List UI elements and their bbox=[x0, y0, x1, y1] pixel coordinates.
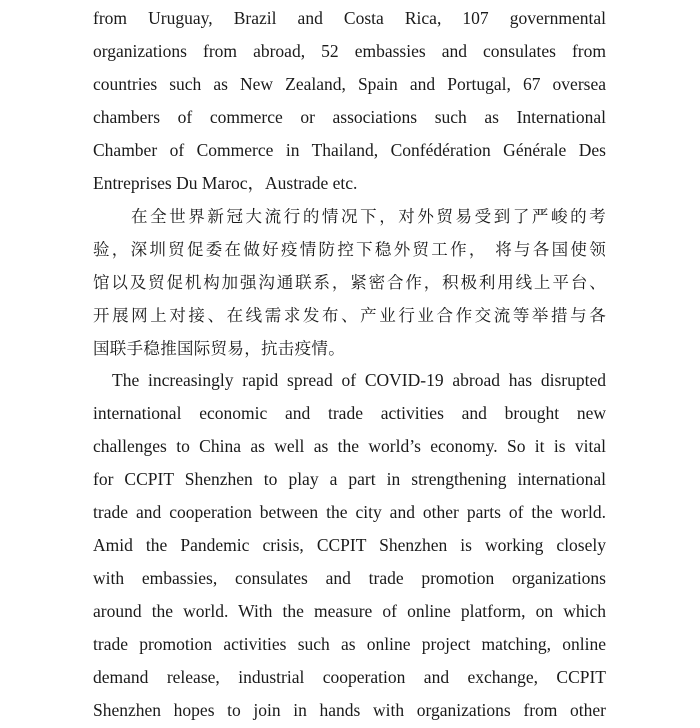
paragraph-2-line-3: 馆以及贸促机构加强沟通联系，紧密合作，积极利用线上平台、 bbox=[93, 273, 606, 292]
paragraph-3-line-6: Amid the Pandemic crisis, CCPIT Shenzhen is working closely bbox=[93, 535, 606, 555]
paragraph-1-line-6: Entreprises Du Maroc，Austrade etc. bbox=[93, 173, 358, 193]
paragraph-2-line-2: 验，深圳贸促委在做好疫情防控下稳外贸工作， 将与各国使领 bbox=[93, 240, 606, 259]
paragraph-2-line-5: 国联手稳推国际贸易，抗击疫情。 bbox=[93, 339, 345, 358]
paragraph-1-line-4: chambers of commerce or associations such as International bbox=[93, 107, 606, 127]
paragraph-3-line-1: The increasingly rapid spread of COVID-19 abroad has disrupted bbox=[112, 370, 606, 390]
paragraph-3-line-2: international economic and trade activities and brought new bbox=[93, 403, 606, 423]
paragraph-3-line-8: around the world. With the measure of online platform, on which bbox=[93, 601, 606, 621]
paragraph-1-line-5: Chamber of Commerce in Thailand, Confédération Générale Des bbox=[93, 140, 606, 160]
paragraph-3-line-4: for CCPIT Shenzhen to play a part in strengthening international bbox=[93, 469, 606, 489]
paragraph-3-line-11: Shenzhen hopes to join in hands with organizations from other bbox=[93, 700, 606, 720]
paragraph-2-line-1: 在全世界新冠大流行的情况下，对外贸易受到了严峻的考 bbox=[131, 207, 606, 226]
paragraph-3-line-5: trade and cooperation between the city and other parts of the world. bbox=[93, 502, 606, 522]
paragraph-1-line-1: from Uruguay, Brazil and Costa Rica, 107 governmental bbox=[93, 8, 606, 28]
paragraph-3-line-10: demand release, industrial cooperation and exchange, CCPIT bbox=[93, 667, 606, 687]
paragraph-1-line-3: countries such as New Zealand, Spain and Portugal, 67 oversea bbox=[93, 74, 606, 94]
paragraph-2-line-4: 开展网上对接、在线需求发布、产业行业合作交流等举措与各 bbox=[93, 306, 606, 325]
paragraph-3-line-7: with embassies, consulates and trade promotion organizations bbox=[93, 568, 606, 588]
paragraph-3-line-9: trade promotion activities such as online project matching, online bbox=[93, 634, 606, 654]
paragraph-3-line-3: challenges to China as well as the world’s economy. So it is vital bbox=[93, 436, 606, 456]
paragraph-1-line-2: organizations from abroad, 52 embassies and consulates from bbox=[93, 41, 606, 61]
